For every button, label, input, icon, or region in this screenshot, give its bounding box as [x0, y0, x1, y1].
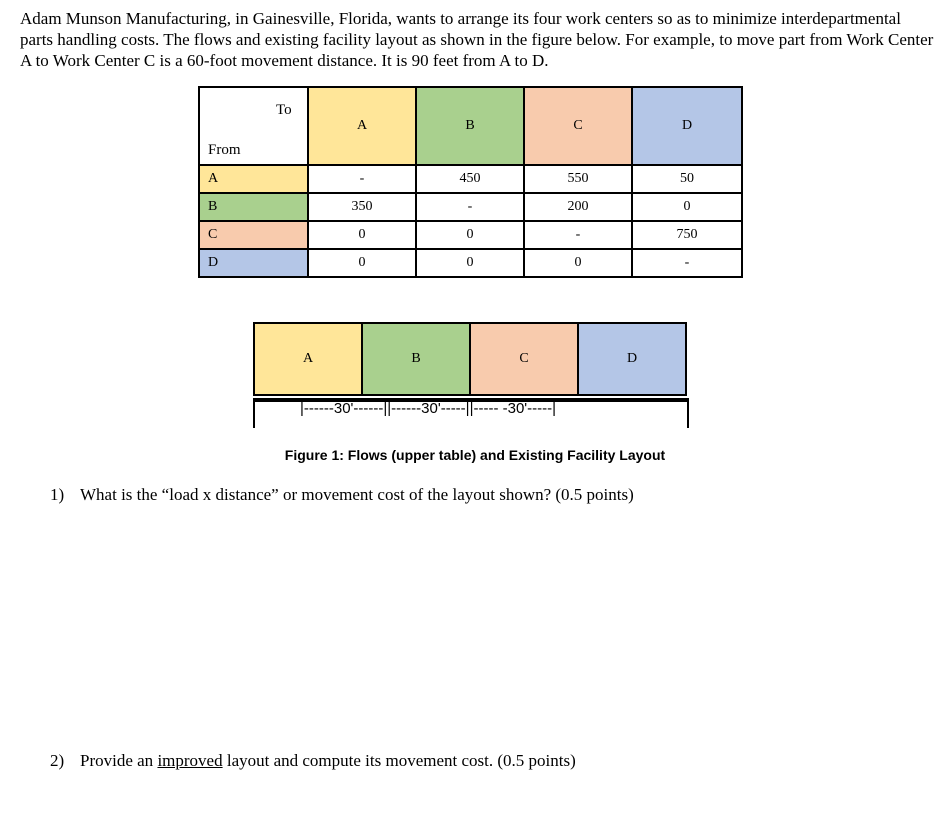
column-header-a: A: [308, 87, 416, 165]
flow-cell: 0: [632, 193, 742, 221]
flow-table-corner: [199, 87, 308, 165]
question-2: [50, 751, 576, 771]
table-row: [199, 193, 742, 221]
table-row: [199, 221, 742, 249]
flow-cell: 0: [416, 249, 524, 277]
from-label: From: [208, 142, 241, 158]
flow-cell: 750: [632, 221, 742, 249]
question-underlined-word: improved: [157, 751, 223, 770]
flow-table: [198, 86, 743, 278]
flow-cell: -: [308, 165, 416, 193]
question-text: What is the “load x distance” or movement cost of the layout shown? (0.5 points): [80, 485, 634, 504]
question-number: 1): [50, 485, 65, 504]
flow-cell: -: [632, 249, 742, 277]
baseline-tick: [253, 402, 255, 428]
work-center-d: D: [579, 324, 685, 394]
flow-cell: -: [524, 221, 632, 249]
row-label-d: D: [199, 249, 308, 277]
flow-cell: 450: [416, 165, 524, 193]
work-center-b: B: [363, 324, 471, 394]
flow-table-header-row: [199, 87, 742, 165]
figure-caption: Figure 1: Flows (upper table) and Existing Facility Layout: [284, 447, 666, 463]
column-header-c: C: [524, 87, 632, 165]
table-row: [199, 249, 742, 277]
question-text-before: Provide an: [80, 751, 158, 770]
work-center-c: C: [471, 324, 579, 394]
question-1: [50, 485, 634, 505]
question-text-after: layout and compute its movement cost. (0.5 points): [222, 751, 576, 770]
row-label-c: C: [199, 221, 308, 249]
flow-cell: 0: [308, 249, 416, 277]
table-row: [199, 165, 742, 193]
flow-cell: 0: [524, 249, 632, 277]
flow-cell: 350: [308, 193, 416, 221]
flow-cell: 550: [524, 165, 632, 193]
column-header-b: B: [416, 87, 524, 165]
to-label: To: [276, 102, 292, 118]
flow-cell: -: [416, 193, 524, 221]
row-label-b: B: [199, 193, 308, 221]
work-center-a: A: [255, 324, 363, 394]
question-number: 2): [50, 751, 65, 770]
flow-cell: 200: [524, 193, 632, 221]
flow-cell: 0: [308, 221, 416, 249]
row-label-a: A: [199, 165, 308, 193]
intro-paragraph: Adam Munson Manufacturing, in Gainesville, Florida, wants to arrange its four work centers so as to minimize interdepartmental parts handling costs. The flows and existing facility layout as shown in the figure below. For example, to move part from Work Center A to Work Center C is a 60-foot movement distance. It is 90 feet from A to D.: [20, 9, 934, 70]
flow-cell: 0: [416, 221, 524, 249]
column-header-d: D: [632, 87, 742, 165]
facility-layout: [253, 322, 687, 396]
distance-scale: |------30'------||------30'-----||----- -30'-----|: [300, 400, 557, 417]
flow-cell: 50: [632, 165, 742, 193]
baseline-tick: [687, 402, 689, 428]
